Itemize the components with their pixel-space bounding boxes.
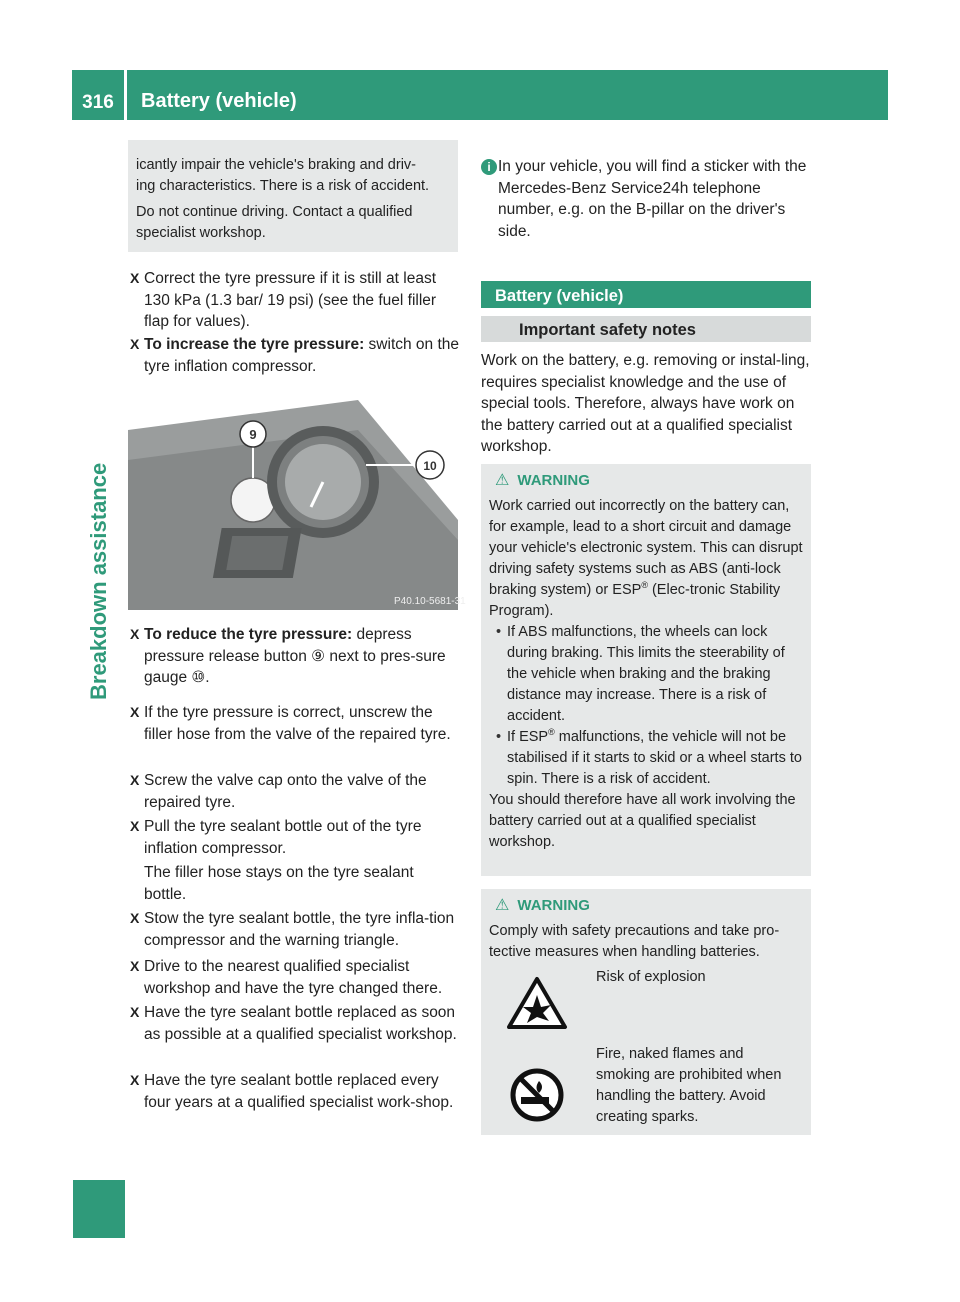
intro-paragraph: Work on the battery, e.g. removing or instal-ling, requires specialist knowledge and the use of special tools. Therefore, always have work on the battery carried out at a qualified specialist workshop. <box>481 352 810 455</box>
no-fire-smoking-icon <box>509 1067 565 1123</box>
section-title: Battery (vehicle) <box>481 281 811 308</box>
step-marker-icon: X <box>130 818 140 834</box>
warning-closing: You should therefore have all work involving the battery carried out at a qualified specialist workshop. <box>489 792 796 850</box>
box-line: ing characteristics. There is a risk of accident. <box>136 178 430 194</box>
page-header-title: Battery (vehicle) <box>127 70 888 120</box>
step-item: X Drive to the nearest qualified specialist workshop and have the tyre changed there. <box>130 958 443 997</box>
step-marker-icon: X <box>130 958 140 974</box>
box-line: specialist workshop. <box>136 225 266 241</box>
warning-continuation-box <box>128 140 458 252</box>
warning-bullet: • If ABS malfunctions, the wheels can lock during braking. This limits the steerability of the vehicle when braking and the braking distance may increase. There is a risk of accident. <box>489 622 807 727</box>
box-line: icantly impair the vehicle's braking and driv- <box>136 157 417 173</box>
explosion-risk-icon <box>507 977 567 1029</box>
step-item: X Stow the tyre sealant bottle, the tyre infla-tion compressor and the warning triangle. <box>130 910 455 949</box>
step-note: The filler hose stays on the tyre sealant bottle. <box>144 864 414 903</box>
warning-bullet: • If ESP® malfunctions, the vehicle will not be stabilised if it starts to skid or a wheel starts to spin. There is a risk of accident. <box>489 727 807 790</box>
step-item: X Have the tyre sealant bottle replaced every four years at a qualified specialist work-shop. <box>130 1072 454 1111</box>
warning-body: Comply with safety precautions and take pro-tective measures when handling batteries. <box>489 923 780 960</box>
chapter-tab-marker <box>73 1180 125 1238</box>
info-note: i In your vehicle, you will find a sticker with the Mercedes-Benz Service24h telephone number, e.g. on the B-pillar on the driver's side. <box>481 156 811 242</box>
warning-box-battery-handling <box>481 889 811 1135</box>
warning-triangle-icon: ⚠ <box>495 897 510 914</box>
callout-10: 10 <box>423 459 437 473</box>
box-line: Do not continue driving. Contact a qualified <box>136 204 413 220</box>
compressor-drawing <box>128 390 466 610</box>
no-fire-text: Fire, naked flames and smoking are prohibited when handling the battery. Avoid creating sparks. <box>596 1046 782 1125</box>
warning-title: WARNING <box>517 897 590 914</box>
image-reference-label: P40.10-5681-31 <box>394 596 466 607</box>
step-marker-icon: X <box>130 910 140 926</box>
step-marker-icon: X <box>130 336 140 352</box>
step-marker-icon: X <box>130 772 140 788</box>
step-marker-icon: X <box>130 1004 140 1020</box>
compressor-illustration <box>128 390 466 610</box>
info-icon: i <box>481 159 497 175</box>
step-item: X If the tyre pressure is correct, unscrew the filler hose from the valve of the repaired tyre. <box>130 704 451 743</box>
step-marker-icon: X <box>130 1072 140 1088</box>
step-item: X Have the tyre sealant bottle replaced as soon as possible at a qualified specialist workshop. <box>130 1004 457 1043</box>
step-marker-icon: X <box>130 626 140 642</box>
step-item: X Screw the valve cap onto the valve of the repaired tyre. <box>130 772 427 811</box>
step-item: X To increase the tyre pressure: switch on the tyre inflation compressor. <box>130 336 460 375</box>
step-item: X Pull the tyre sealant bottle out of the tyre inflation compressor. <box>130 818 422 857</box>
warning-triangle-icon: ⚠ <box>495 472 510 489</box>
warning-title: WARNING <box>517 472 590 489</box>
warning-body: Work carried out incorrectly on the battery can, for example, lead to a short circuit and damage your vehicle's electronic system. This can disrupt driving safety systems such as ABS (anti-lock braking system) or ESP® (Elec-tronic Stability Program). <box>489 498 803 619</box>
step-marker-icon: X <box>130 270 140 286</box>
subsection-title: Important safety notes <box>481 316 811 342</box>
explosion-risk-text: Risk of explosion <box>596 969 706 985</box>
chapter-side-title: Breakdown assistance <box>86 462 111 700</box>
step-item: X Correct the tyre pressure if it is still at least 130 kPa (1.3 bar/ 19 psi) (see the fuel filler flap for values). <box>130 270 437 330</box>
step-marker-icon: X <box>130 704 140 720</box>
callout-9: 9 <box>249 427 257 442</box>
page-number: 316 <box>72 70 124 120</box>
step-item: X To reduce the tyre pressure: depress pressure release button ⑨ next to pres-sure gauge ⑩. <box>130 626 446 686</box>
warning-box-short-circuit <box>481 464 811 876</box>
